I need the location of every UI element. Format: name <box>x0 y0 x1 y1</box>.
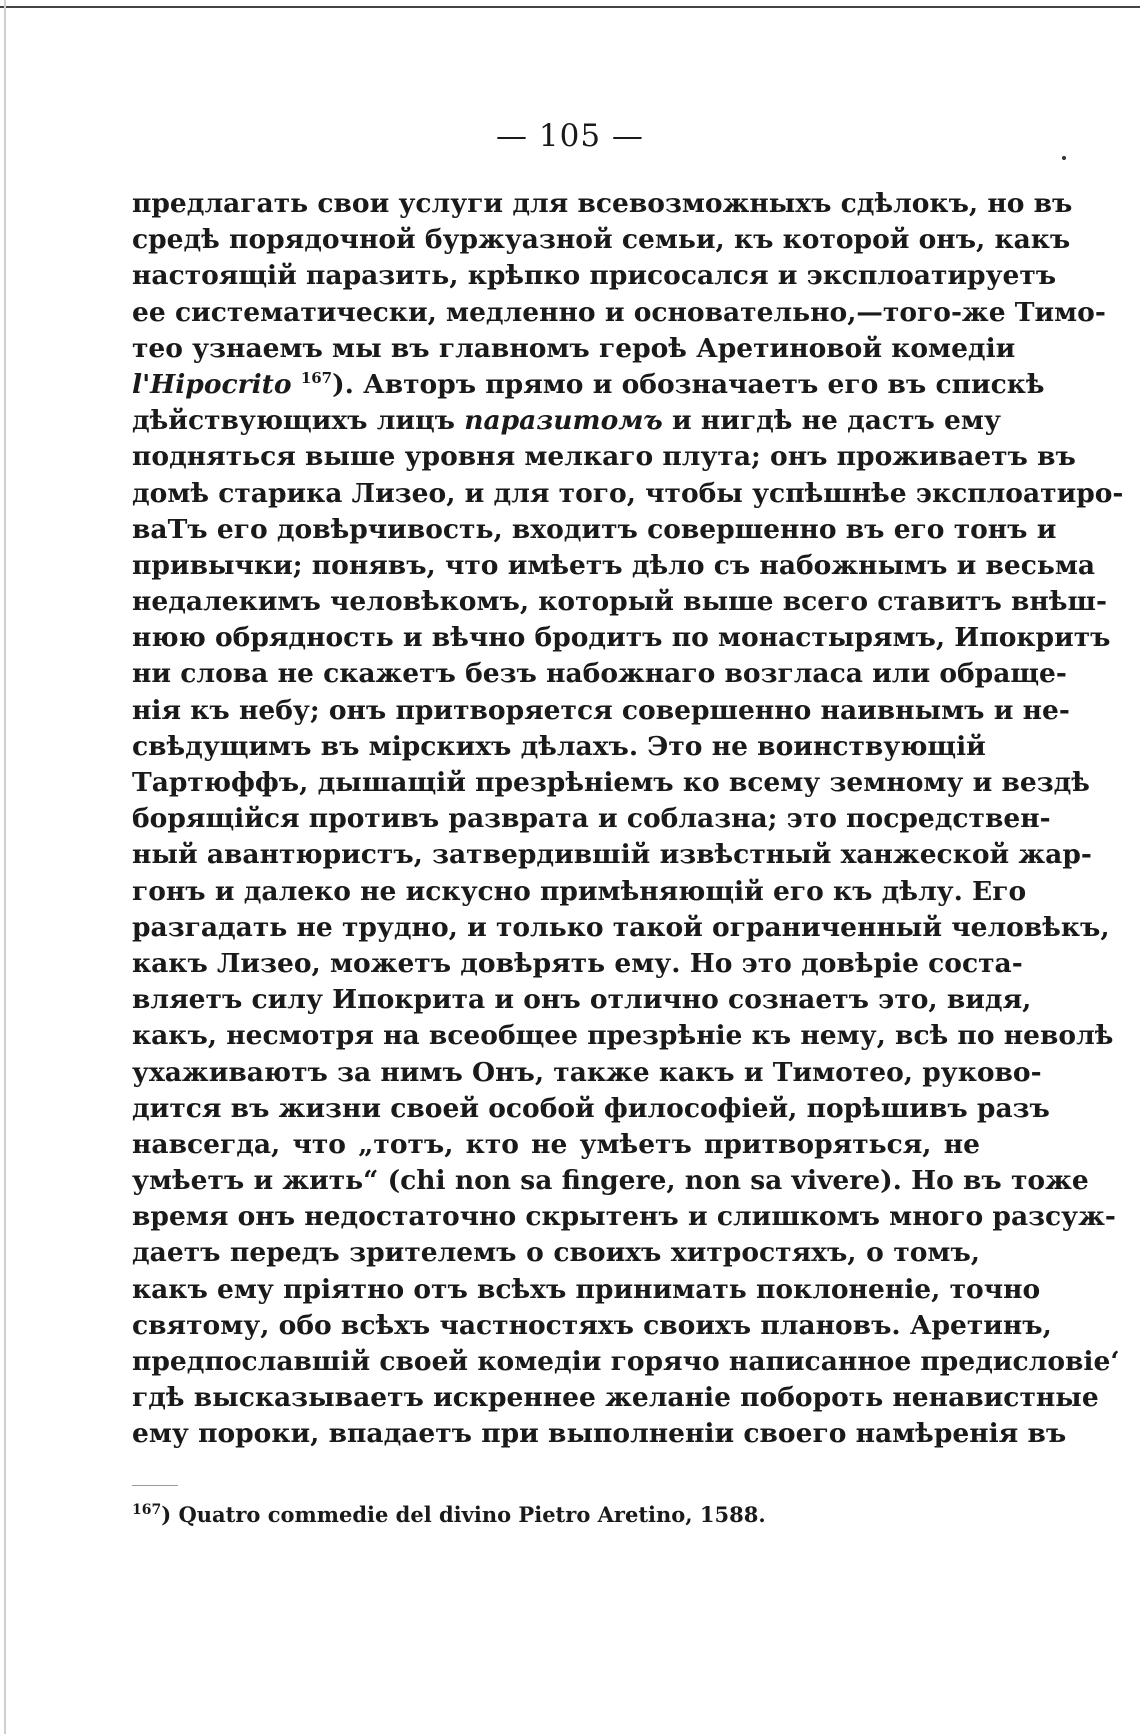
page-number: — 105 — <box>496 118 644 154</box>
text-line: какъ Лизео, можетъ довѣрять ему. Но это довѣріе соста- <box>132 947 1023 979</box>
text-line: предлагать свои услуги для всевозможныхъ сдѣлокъ, но въ <box>132 188 1073 219</box>
text-line: время онъ недостаточно скрытенъ и слишкомъ много разсуж- <box>132 1201 1116 1233</box>
text-line: ни слова не скажетъ безъ набожнаго возгласа или обраще- <box>132 658 1067 690</box>
text-line: ваТъ его довѣрчивость, входитъ совершенно въ его тонъ и <box>132 513 1057 545</box>
text-line: святому, обо всѣхъ частностяхъ своихъ плановъ. Аретинъ, <box>132 1309 1052 1341</box>
text-line: какъ ему пріятно отъ всѣхъ принимать поклоненіе, точно <box>132 1273 1041 1305</box>
text-segment: ). Авторъ прямо и обозначаетъ его въ спискѣ <box>332 368 1045 400</box>
text-segment: и нигдѣ не дастъ ему <box>662 405 1001 437</box>
body-text <box>132 186 1124 1453</box>
text-line: ее систематически, медленно и основательно,—того-же Тимо- <box>132 296 1106 328</box>
text-line: разгадать не трудно, и только такой ограниченный человѣкъ, <box>132 911 1110 943</box>
text-line <box>132 367 1045 403</box>
text-line: гонъ и далеко не искусно примѣняющій его къ дѣлу. Его <box>132 875 1027 907</box>
text-line: навсегда, что „тотъ, кто не умѣетъ притворяться, не <box>132 1128 980 1160</box>
text-line: свѣдущимъ въ мірскихъ дѣлахъ. Это не воинствующій <box>132 730 986 762</box>
text-line: нія къ небу; онъ притворяется совершенно наивнымъ и не- <box>132 694 1070 726</box>
footnote <box>132 1500 766 1530</box>
text-line: домѣ старика Лизео, и для того, чтобы успѣшнѣе эксплоатиро- <box>132 477 1124 509</box>
text-line: умѣетъ и жить“ (chi non sa fingere, non sa vivere). Но въ тоже <box>132 1165 1089 1197</box>
page-left-edge <box>4 0 6 1734</box>
footnote-text: ) Quatro commedie del divino Pietro Aretino, 1588. <box>161 1502 766 1527</box>
footnote-separator <box>132 1485 178 1486</box>
text-line: подняться выше уровня мелкаго плута; онъ проживаетъ въ <box>132 441 1076 473</box>
text-line: ный авантюристъ, затвердившій извѣстный ханжеской жар- <box>132 839 1092 871</box>
italic-word: паразитомъ <box>464 405 663 437</box>
text-line: гдѣ высказываетъ искреннее желаніе побороть ненавистные <box>132 1382 1099 1414</box>
text-line: настоящій паразить, крѣпко присосался и эксплоатируетъ <box>132 260 1057 292</box>
italic-title: l'Hipocrito <box>132 368 292 400</box>
text-line: ему пороки, впадаетъ при выполненіи своего намѣренія въ <box>132 1418 1067 1450</box>
text-line: какъ, несмотря на всеобщее презрѣніе къ нему, всѣ по неволѣ <box>132 1020 1114 1052</box>
text-line: дится въ жизни своей особой философіей, порѣшивъ разъ <box>132 1092 1050 1124</box>
text-line: борящійся противъ разврата и соблазна; это посредствен- <box>132 803 1051 835</box>
text-line <box>132 403 1001 439</box>
footnote-reference: 167 <box>300 369 333 388</box>
scan-speck <box>1062 156 1066 160</box>
text-line: тео узнаемъ мы въ главномъ героѣ Аретиновой комедіи <box>132 332 1016 364</box>
text-line: средѣ порядочной буржуазной семьи, къ которой онъ, какъ <box>132 224 1071 256</box>
text-line: привычки; понявъ, что имѣетъ дѣло съ набожнымъ и весьма <box>132 549 1096 581</box>
text-line: недалекимъ человѣкомъ, который выше всего ставитъ внѣш- <box>132 586 1107 618</box>
text-line: даетъ передъ зрителемъ о своихъ хитростяхъ, о томъ, <box>132 1237 980 1269</box>
text-line: предпославшій своей комедіи горячо написанное предисловіе‘ <box>132 1346 1120 1377</box>
page-top-border <box>0 6 1140 8</box>
footnote-number: 167 <box>132 1502 162 1518</box>
text-line: ухаживаютъ за нимъ Онъ, также какъ и Тимотео, руково- <box>132 1056 1042 1088</box>
text-line: нюю обрядность и вѣчно бродитъ по монастырямъ, Ипокритъ <box>132 622 1111 654</box>
text-line: Тартюффъ, дышащій презрѣніемъ ко всему земному и вездѣ <box>132 767 1090 798</box>
text-segment: дѣйствующихъ лицъ <box>132 405 465 437</box>
text-line: вляетъ силу Ипокрита и онъ отлично сознаетъ это, видя, <box>132 984 1032 1016</box>
